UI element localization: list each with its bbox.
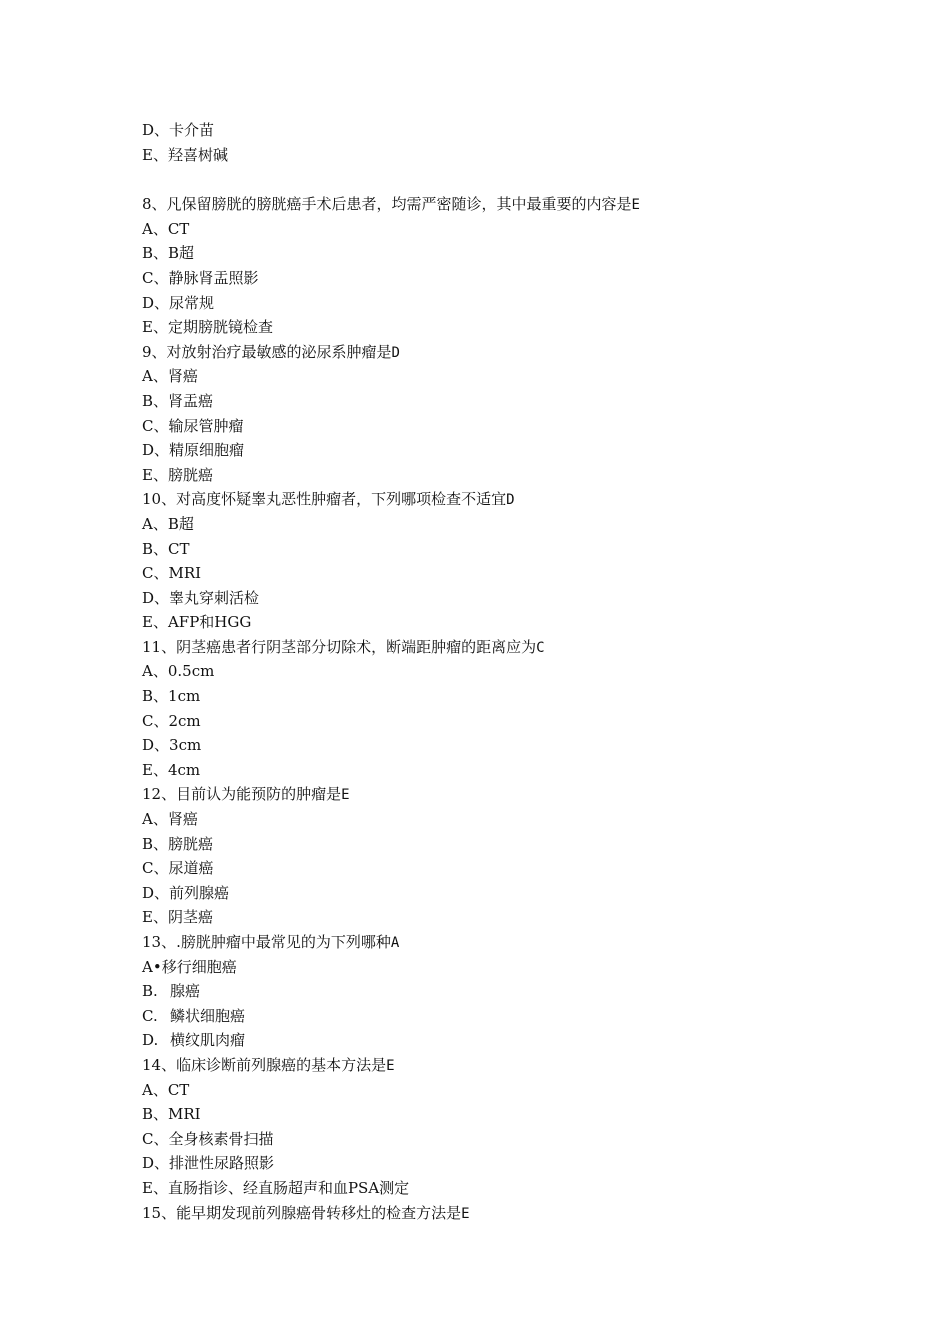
option-line: D. 横纹肌肉瘤 — [142, 1031, 246, 1050]
answer-letter: E — [341, 787, 350, 804]
option-line: D、卡介苗 — [142, 121, 215, 139]
option-line: D、前列腺癌 — [142, 883, 230, 902]
option-line: D、3cm — [142, 736, 202, 755]
answer-letter: E — [461, 1205, 470, 1222]
question-stem: 9、对放射治疗最敏感的泌尿系肿瘤是D — [142, 342, 400, 361]
option-line: C、静脉肾盂照影 — [142, 268, 259, 287]
question-stem: 15、能早期发现前列腺癌骨转移灶的检查方法是E — [142, 1203, 470, 1222]
question-list — [142, 118, 902, 1225]
question-stem: 11、阴茎癌患者行阴茎部分切除术，断端距肿瘤的距离应为C — [142, 637, 545, 656]
option-line: E、AFP和HGG — [142, 613, 252, 632]
option-line: A、肾癌 — [142, 367, 198, 386]
option-line: C、全身核素骨扫描 — [142, 1129, 274, 1148]
option-line: A、肾癌 — [142, 810, 198, 829]
option-line: E、4cm — [142, 760, 201, 779]
answer-letter: D — [391, 344, 400, 361]
option-line: E、定期膀胱镜检查 — [142, 318, 273, 337]
option-line: B、CT — [142, 539, 190, 558]
option-line: A、CT — [142, 219, 190, 238]
option-line: C、尿道癌 — [142, 859, 214, 878]
answer-letter: D — [506, 492, 515, 509]
option-line: E、羟喜树碱 — [142, 145, 228, 164]
option-line: E、阴茎癌 — [142, 908, 213, 927]
option-line: B、肾盂癌 — [142, 391, 214, 410]
answer-letter: A — [390, 935, 400, 951]
option-line: E、膀胱癌 — [142, 465, 213, 484]
option-line: D、排泄性尿路照影 — [142, 1154, 275, 1173]
question-stem: 8、凡保留膀胱的膀胱癌手术后患者，均需严密随诊，其中最重要的内容是E — [142, 195, 640, 214]
option-line: A、0.5cm — [142, 662, 215, 681]
option-line: B. 腺癌 — [142, 982, 201, 1001]
option-line: D、精原细胞瘤 — [142, 441, 245, 460]
answer-letter: C — [536, 639, 545, 656]
option-line: B、1cm — [142, 687, 201, 706]
option-line: B、膀胱癌 — [142, 834, 214, 853]
question-stem: 13、.膀胱肿瘤中最常见的为下列哪种A — [142, 933, 400, 951]
question-stem: 12、目前认为能预防的肿瘤是E — [142, 785, 350, 804]
option-line: C、输尿管肿瘤 — [142, 416, 244, 435]
option-line: B、MRI — [142, 1105, 201, 1124]
option-line: B、B超 — [142, 244, 195, 263]
option-line: C、2cm — [142, 711, 201, 730]
answer-letter: E — [631, 197, 640, 214]
option-line: C. 鳞状细胞癌 — [142, 1006, 246, 1025]
option-line: A•移行细胞癌 — [142, 957, 237, 976]
answer-letter: E — [386, 1057, 395, 1074]
option-line: C、MRI — [142, 564, 202, 583]
option-line: E、直肠指诊、经直肠超声和血PSA测定 — [142, 1178, 410, 1197]
option-line: D、睾丸穿刺活检 — [142, 588, 260, 607]
blank-spacer — [142, 167, 902, 192]
option-line: D、尿常规 — [142, 293, 215, 312]
option-line: A、B超 — [142, 514, 194, 533]
option-line: A、CT — [142, 1080, 190, 1099]
question-stem: 10、对高度怀疑睾丸恶性肿瘤者，下列哪项检查不适宜D — [142, 490, 515, 509]
question-stem: 14、临床诊断前列腺癌的基本方法是E — [142, 1055, 395, 1074]
